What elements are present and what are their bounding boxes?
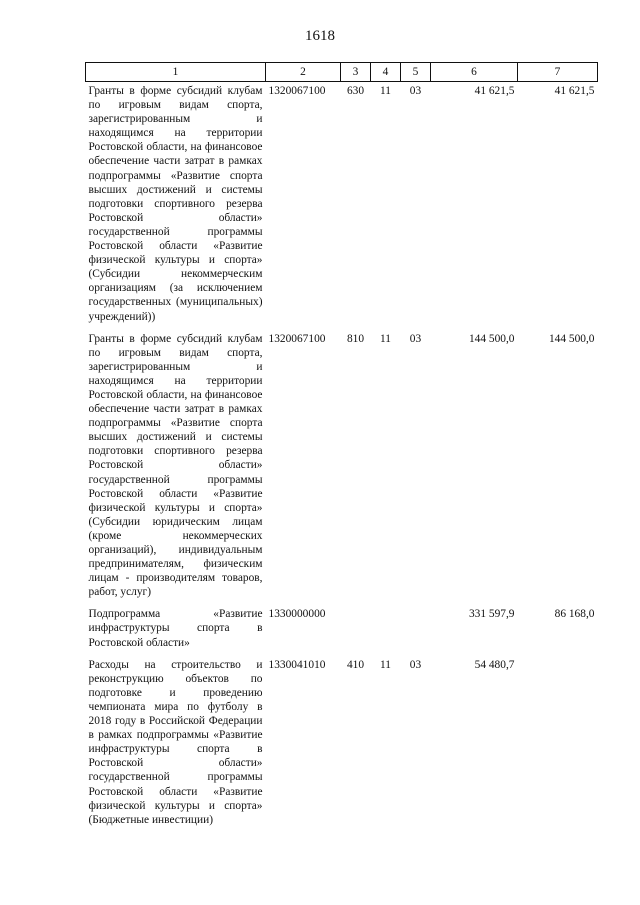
column-header: 4 [371,63,401,82]
amount-year-2 [518,656,598,833]
expense-name: Подпрограмма «Развитие инфраструктуры спорта в Ростовской области» [88,608,263,649]
budget-table [85,62,598,833]
expense-type-code: 630 [346,85,365,97]
amount-year-1: 54 480,7 [474,658,515,671]
amount-year-2: 86 168,0 [554,608,595,621]
section-code: 11 [380,85,391,97]
expense-type-code: 410 [346,658,365,671]
column-header: 7 [518,63,598,82]
table-header-row [86,63,598,82]
table-row [86,82,598,330]
amount-year-1: 331 597,9 [468,608,515,621]
expense-name: Расходы на строительство и реконструкцию объектов по подготовке и проведению чемпионата мира по футболу в 2018 году в Российской Федерации в рамках подпрограммы «Развитие инфраструктуры спорта в Ростовской области» государственной программы Ростовской области «Развитие физической культуры и спорта» (Бюджетные инвестиции) [88,658,263,826]
amount-year-2: 144 500,0 [548,332,595,345]
subsection-code: 03 [409,332,422,345]
target-article-code: 1330041010 [268,658,326,671]
section-code: 11 [380,658,391,671]
column-header: 2 [266,63,341,82]
subsection-code: 03 [409,85,422,97]
section-code: 11 [380,332,391,345]
expense-name: Гранты в форме субсидий клубам по игровым видам спорта, зарегистрированным и находящимся на территории Ростовской области, на финансовое обеспечение части затрат в рамках подпрограммы «Развитие спорта высших достижений и системы подготовки спортивного резерва Ростовской области» государственной программы Ростовской области «Развитие физической культуры и спорта» (Субсидии некоммерческим организациям (за исключением государственных (муниципальных) учреждений)) [88,85,263,323]
expense-type-code [341,605,371,655]
column-header: 5 [401,63,431,82]
amount-year-1: 41 621,5 [474,85,515,97]
amount-year-1: 144 500,0 [468,332,515,345]
section-code [371,605,401,655]
subsection-code: 03 [409,658,422,671]
target-article-code: 1330000000 [268,608,326,621]
target-article-code: 1320067100 [268,332,326,345]
column-header: 3 [341,63,371,82]
amount-year-2: 41 621,5 [554,85,595,97]
page-number: 1618 [305,28,335,44]
table-row [86,330,598,606]
subsection-code [401,605,431,655]
column-header: 6 [431,63,518,82]
expense-name: Гранты в форме субсидий клубам по игровым видам спорта, зарегистрированным и находящимся на территории Ростовской области, на финансовое обеспечение части затрат в рамках подпрограммы «Развитие спорта высших достижений и системы подготовки спортивного резерва Ростовской области» государственной программы Ростовской области «Развитие физической культуры и спорта» (Субсидии юридическим лицам (кроме некоммерческих организаций), индивидуальным предпринимателям, физическим лицам - производителям товаров, работ, услуг) [88,332,263,599]
target-article-code: 1320067100 [268,85,326,97]
table-row [86,605,598,655]
table-row [86,656,598,833]
expense-type-code: 810 [346,332,365,345]
column-header: 1 [86,63,266,82]
